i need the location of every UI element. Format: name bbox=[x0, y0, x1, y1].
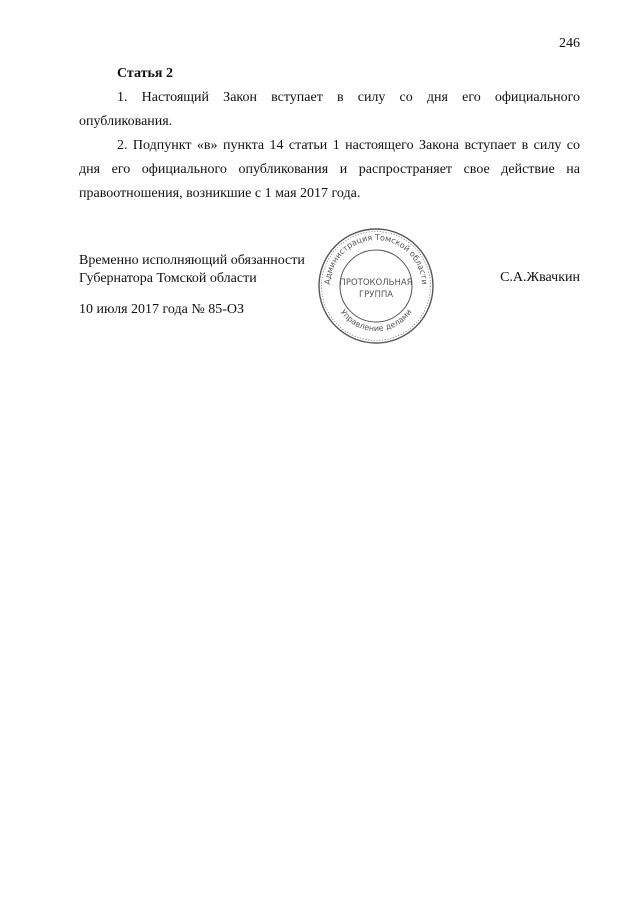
article-paragraph-1: 1. Настоящий Закон вступает в силу со дня его официального опубликования. bbox=[79, 90, 580, 129]
article-paragraph-2: 2. Подпункт «в» пункта 14 статьи 1 настоящего Закона вступает в силу со дня его официального опубликования и распространяет свое действие на правоотношения, возникшие с 1 мая 2017 года. bbox=[79, 138, 580, 201]
signer-title-line-1: Временно исполняющий обязанности bbox=[79, 253, 305, 268]
stamp-bottom-arc-text: Управление делами bbox=[338, 307, 414, 334]
page-number: 246 bbox=[559, 36, 580, 51]
law-date-number: 10 июля 2017 года № 85-ОЗ bbox=[79, 302, 244, 317]
stamp-graphic bbox=[316, 226, 436, 346]
official-stamp bbox=[316, 226, 436, 346]
stamp-top-arc-text: Администрация Томской области bbox=[322, 232, 430, 285]
article-title: Статья 2 bbox=[117, 66, 173, 81]
stamp-inner-line-2: ГРУППА bbox=[358, 290, 394, 300]
signer-title-line-2: Губернатора Томской области bbox=[79, 271, 257, 286]
signer-title bbox=[79, 252, 305, 288]
signer-name: С.А.Жвачкин bbox=[500, 270, 580, 285]
stamp-inner-line-1: ПРОТОКОЛЬНАЯ bbox=[339, 278, 413, 288]
